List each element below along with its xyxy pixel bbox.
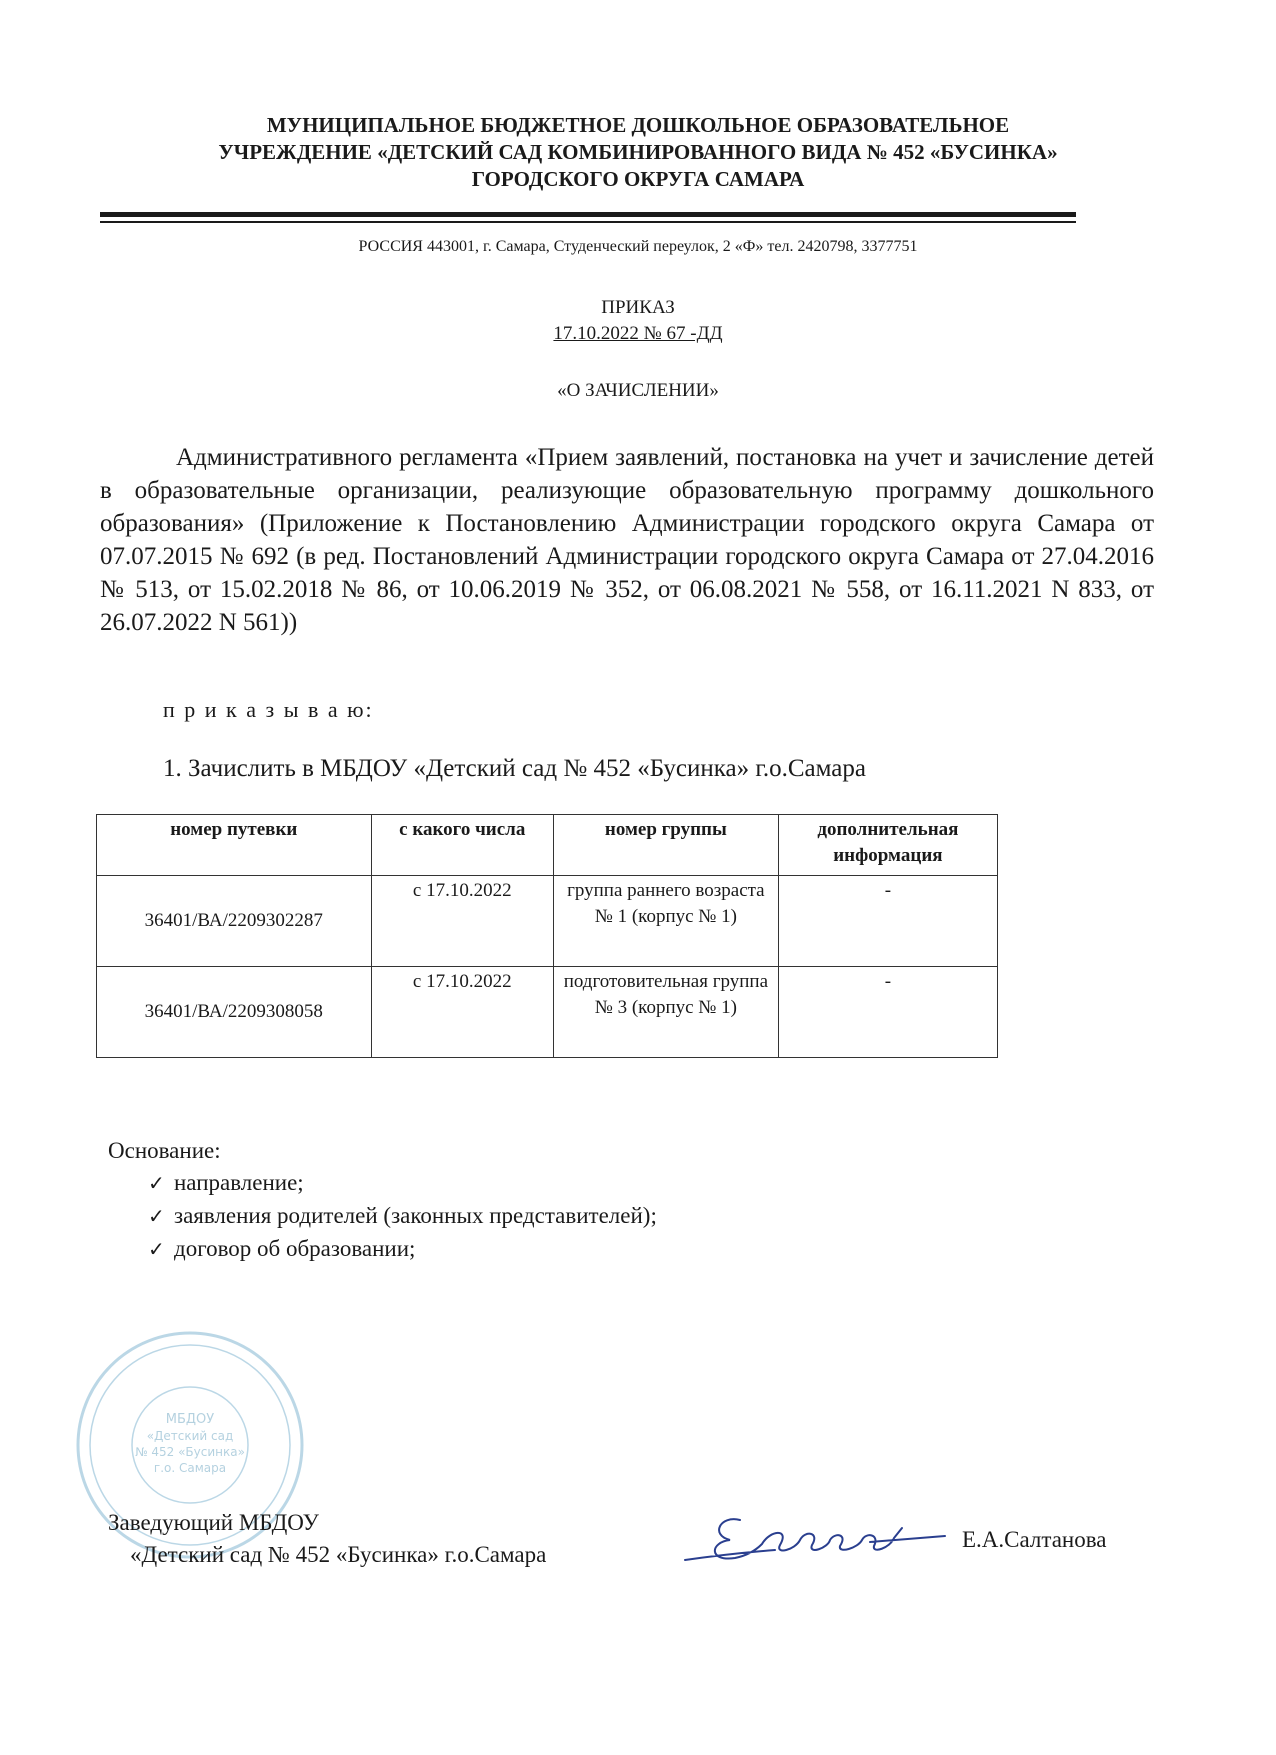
- table-header-row: [97, 815, 998, 876]
- seal-text-line: № 452 «Бусинка»: [135, 1445, 245, 1459]
- cell-voucher-number: 36401/ВА/2209308058: [97, 967, 372, 1058]
- basis-list: [108, 1167, 657, 1266]
- list-item: ✓ договор об образовании;: [148, 1233, 657, 1266]
- cell-start-date: с 17.10.2022: [371, 876, 553, 967]
- organization-header: [100, 112, 1176, 193]
- header-line-2: УЧРЕЖДЕНИЕ «ДЕТСКИЙ САД КОМБИНИРОВАННОГО ВИДА № 452 «БУСИНКА»: [218, 140, 1058, 164]
- list-item: ✓ заявления родителей (законных представителей);: [148, 1200, 657, 1233]
- seal-text-line: МБДОУ: [165, 1412, 215, 1427]
- basis-section: [108, 1135, 657, 1266]
- header-additional-info: дополнительная информация: [778, 815, 997, 876]
- cell-additional-info: -: [778, 967, 997, 1058]
- basis-title: Основание:: [108, 1138, 221, 1163]
- signatory-title: Заведующий МБДОУ: [108, 1510, 319, 1535]
- cell-group-number: подготовительная группа № 3 (корпус № 1): [553, 967, 778, 1058]
- handwritten-signature: [680, 1500, 950, 1575]
- organization-address: РОССИЯ 443001, г. Самара, Студенческий переулок, 2 «Ф» тел. 2420798, 3377751: [358, 238, 918, 255]
- header-group-number: номер группы: [553, 815, 778, 876]
- list-item: ✓ направление;: [148, 1167, 657, 1200]
- header-voucher-number: номер путевки: [97, 815, 372, 876]
- header-line-3: ГОРОДСКОГО ОКРУГА САМАРА: [471, 167, 805, 191]
- signatory-name: Е.А.Салтанова: [962, 1527, 1107, 1552]
- cell-additional-info: -: [778, 876, 997, 967]
- order-title: ПРИКАЗ: [601, 297, 675, 318]
- order-item-1: 1. Зачислить в МБДОУ «Детский сад № 452 «Бусинка» г.о.Самара: [163, 755, 866, 782]
- checkmark-icon: ✓: [148, 1173, 165, 1195]
- header-start-date: с какого числа: [371, 815, 553, 876]
- signatory-organization: «Детский сад № 452 «Бусинка» г.о.Самара: [130, 1542, 547, 1567]
- header-divider-thin: [100, 221, 1076, 223]
- order-heading: [100, 295, 1176, 347]
- header-divider-thick: [100, 212, 1076, 217]
- decree-word: п р и к а з ы в а ю:: [163, 697, 374, 722]
- order-preamble: Административного регламента «Прием заявлений, постановка на учет и зачисление детей в образовательные организации, реализующие образовательную программу дошкольного образования» (Приложение к Постановлению Администрации городского округа Самара от 07.07.2015 № 692 (в ред. Постановлений Администрации городского округа Самара от 27.04.2016 № 513, от 15.02.2018 № 86, от 10.06.2019 № 352, от 06.08.2021 № 558, от 16.11.2021 N 833, от 26.07.2022 N 561)): [100, 444, 1154, 636]
- checkmark-icon: ✓: [148, 1206, 165, 1228]
- seal-text-line: г.о. Самара: [153, 1461, 227, 1475]
- seal-text-line: «Детский сад: [146, 1429, 234, 1443]
- checkmark-icon: ✓: [148, 1239, 165, 1261]
- cell-group-number: группа раннего возраста № 1 (корпус № 1): [553, 876, 778, 967]
- table-row: [97, 967, 998, 1058]
- enrollment-table: [96, 814, 998, 1058]
- table-row: [97, 876, 998, 967]
- order-number: 17.10.2022 № 67 -ДД: [553, 323, 723, 344]
- cell-start-date: с 17.10.2022: [371, 967, 553, 1058]
- order-subject: «О ЗАЧИСЛЕНИИ»: [557, 380, 719, 401]
- header-line-1: МУНИЦИПАЛЬНОЕ БЮДЖЕТНОЕ ДОШКОЛЬНОЕ ОБРАЗОВАТЕЛЬНОЕ: [266, 113, 1010, 137]
- cell-voucher-number: 36401/ВА/2209302287: [97, 876, 372, 967]
